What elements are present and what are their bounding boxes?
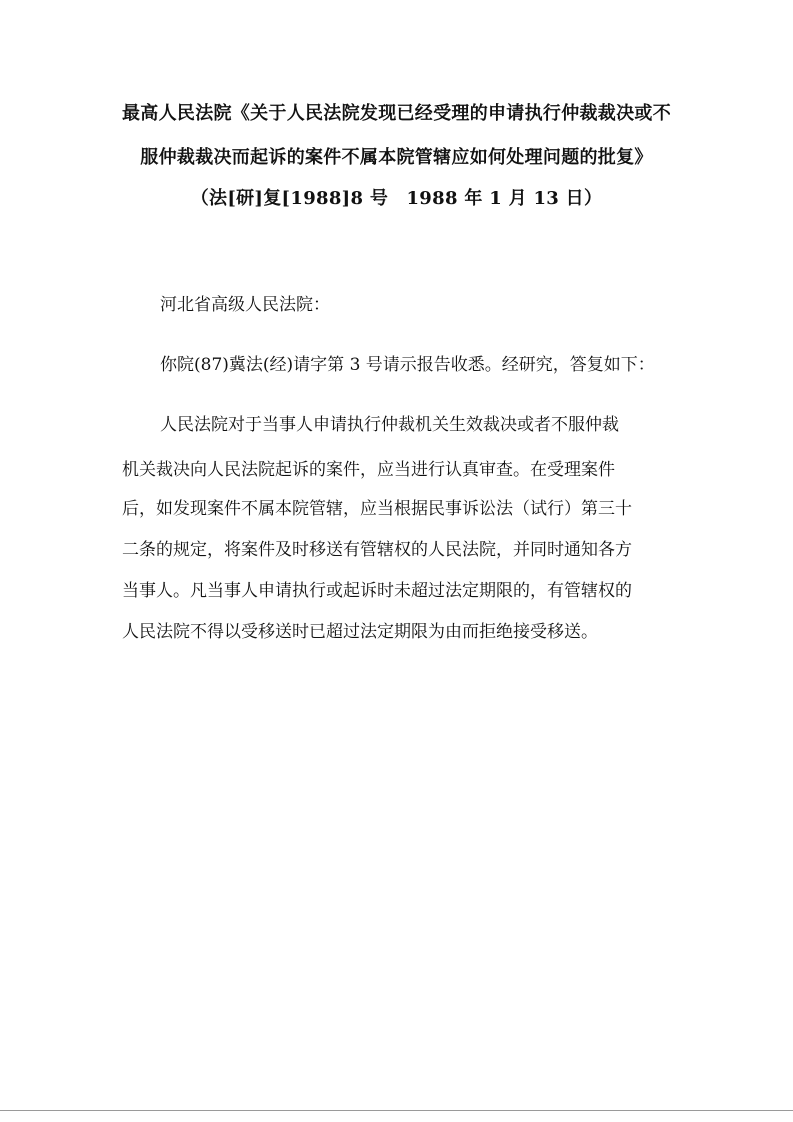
body-line-4: 二条的规定，将案件及时移送有管辖权的人民法院，并同时通知各方 xyxy=(122,540,632,560)
body-line-3: 后，如发现案件不属本院管辖，应当根据民事诉讼法（试行）第三十 xyxy=(122,499,632,519)
document-title-line-1: 最高人民法院《关于人民法院发现已经受理的申请执行仲裁裁决或不 xyxy=(122,103,671,124)
salutation: 河北省高级人民法院： xyxy=(160,295,330,315)
acknowledgement-paragraph: 你院(87)冀法(经)请字第 3 号请示报告收悉。经研究，答复如下： xyxy=(160,355,655,375)
page-bottom-divider xyxy=(0,1110,793,1111)
body-line-5: 当事人。凡当事人申请执行或起诉时未超过法定期限的，有管辖权的 xyxy=(122,581,632,601)
document-title-line-2: 服仲裁裁决而起诉的案件不属本院管辖应如何处理问题的批复》 xyxy=(140,147,653,168)
body-line-6: 人民法院不得以受移送时已超过法定期限为由而拒绝接受移送。 xyxy=(122,622,598,642)
body-line-2: 机关裁决向人民法院起诉的案件，应当进行认真审查。在受理案件 xyxy=(122,460,615,480)
body-line-1: 人民法院对于当事人申请执行仲裁机关生效裁决或者不服仲裁 xyxy=(160,415,619,435)
document-reference-line: （法[研]复[1988]8 号 1988 年 1 月 13 日） xyxy=(190,188,603,209)
